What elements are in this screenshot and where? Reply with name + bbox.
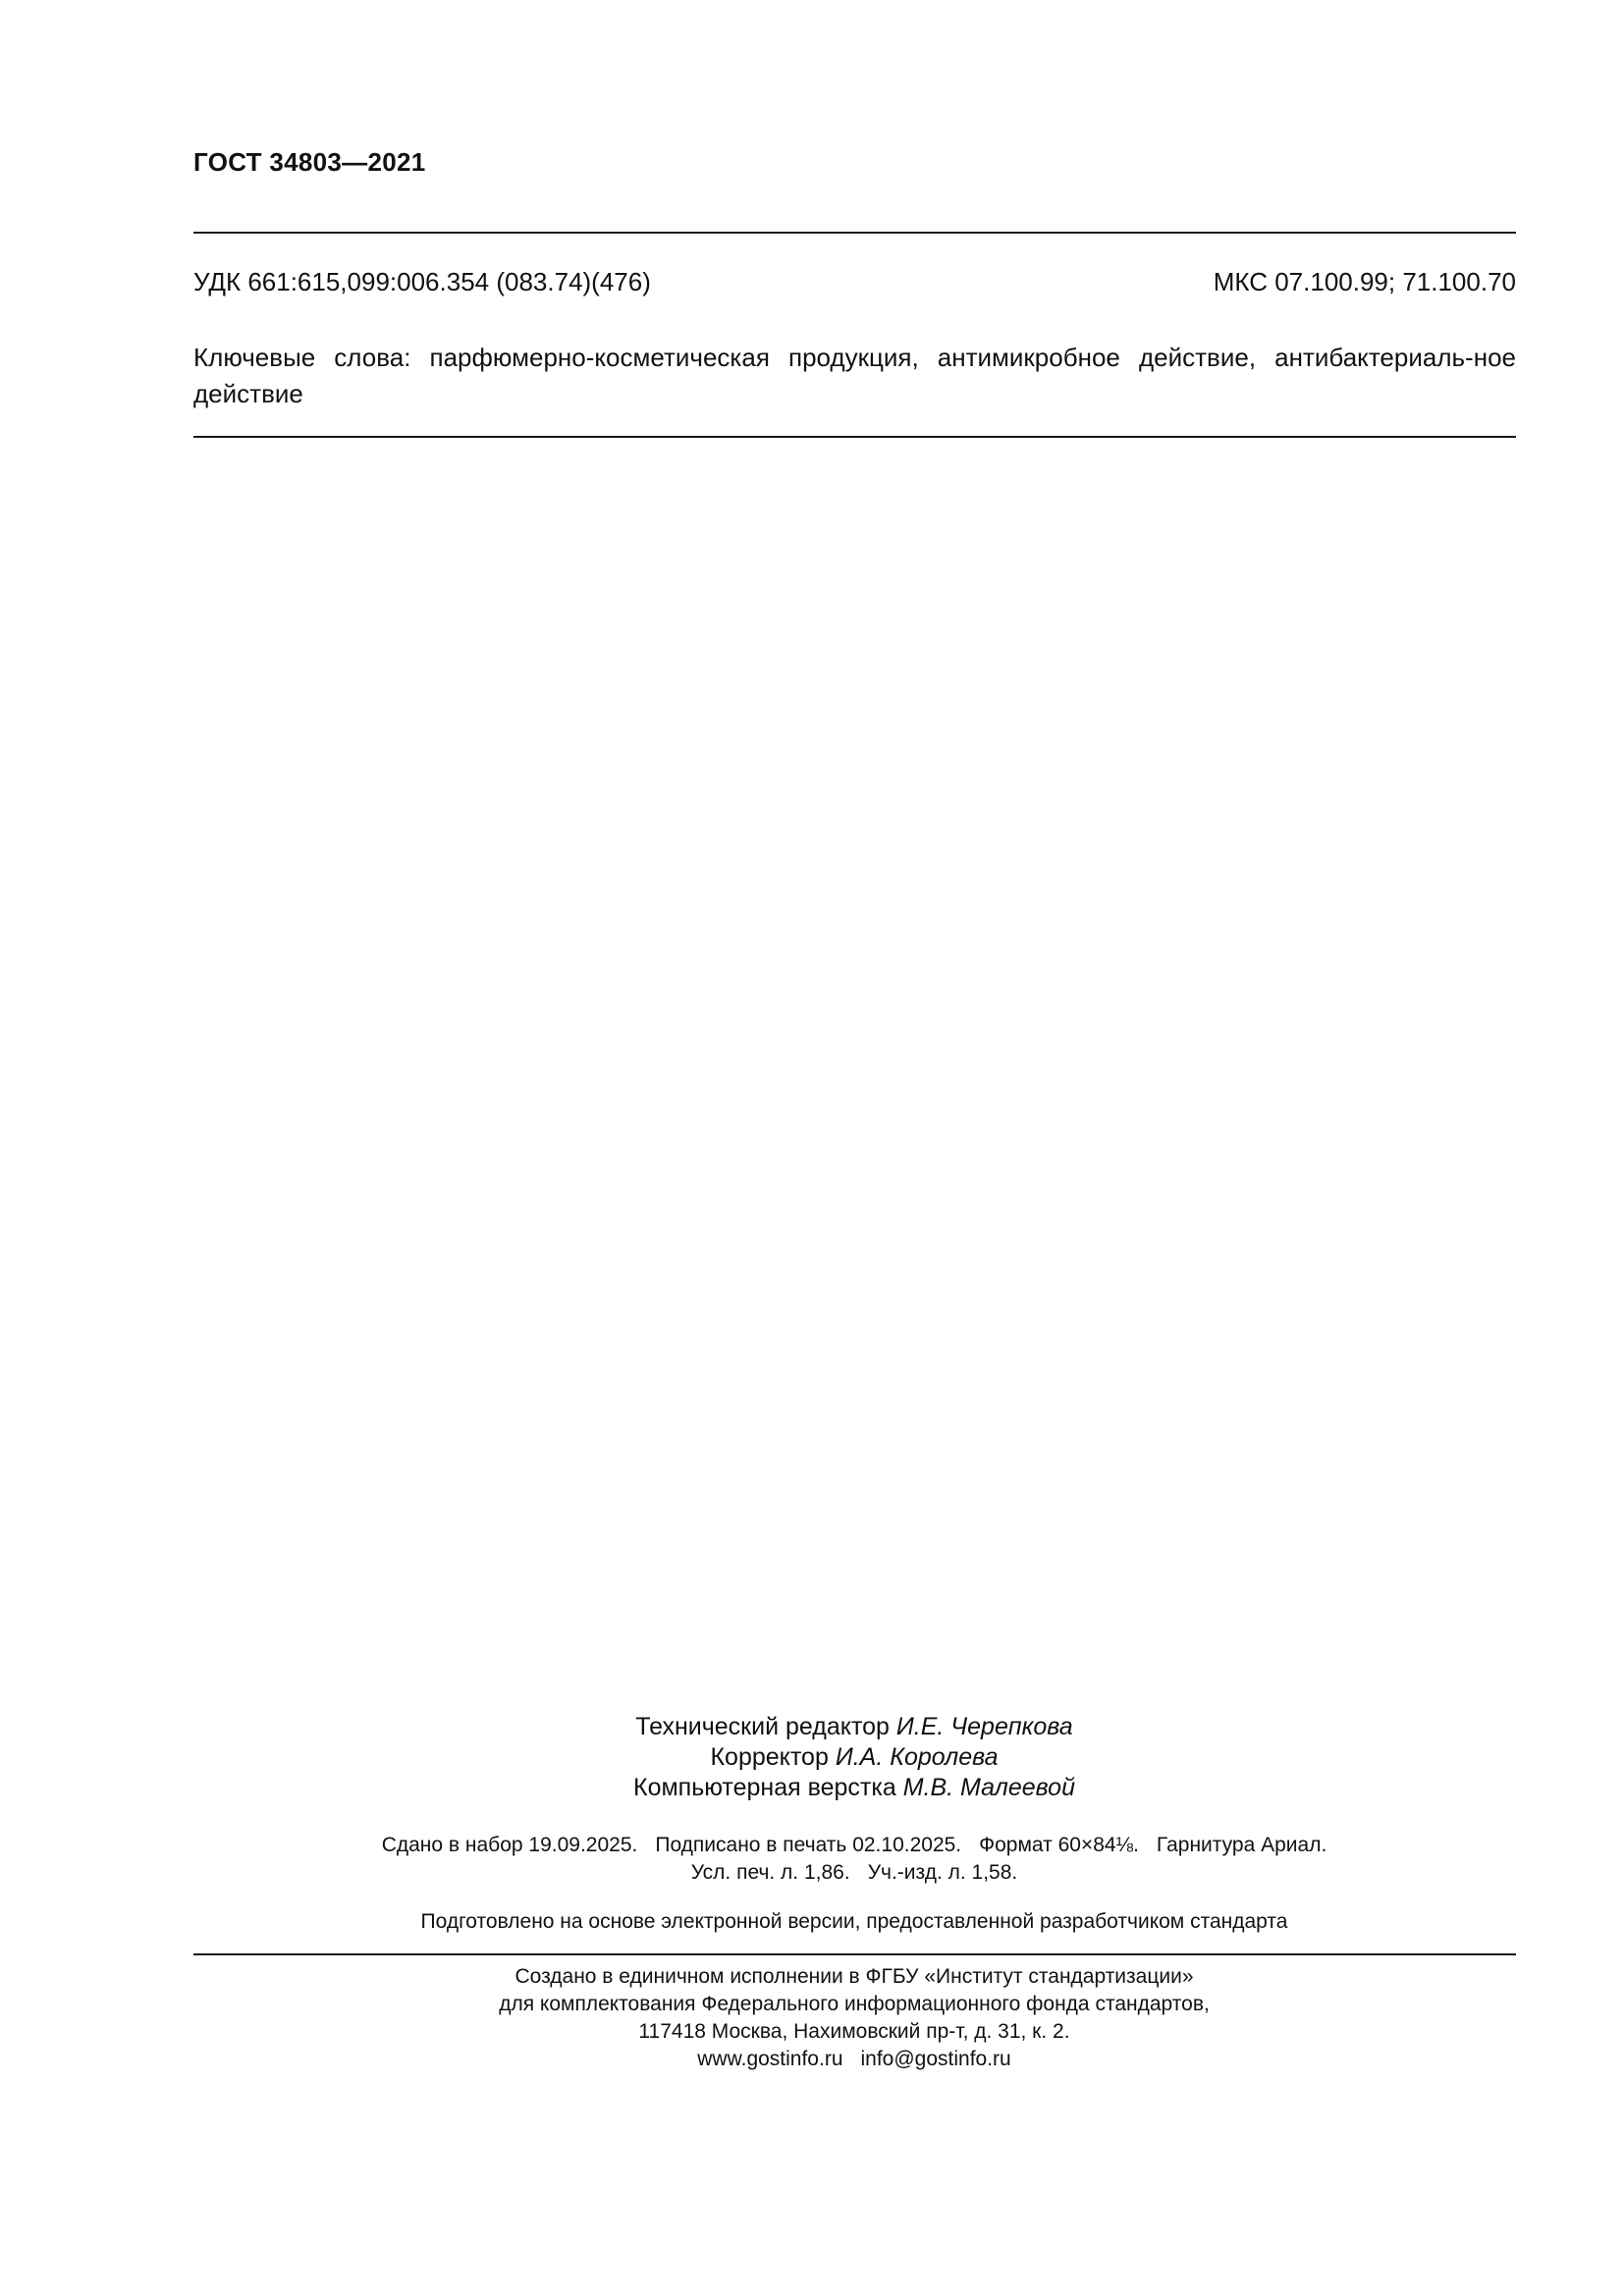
top-divider: [193, 232, 1516, 234]
website-link[interactable]: www.gostinfo.ru: [697, 2048, 843, 2070]
email-link[interactable]: info@gostinfo.ru: [860, 2048, 1011, 2070]
publisher-sheets: Уч.-изд. л. 1,58.: [867, 1861, 1018, 1884]
typeset-date: Сдано в набор 19.09.2025.: [381, 1834, 638, 1856]
publisher-info: [0, 1963, 1624, 2073]
tech-editor-label: Технический редактор: [635, 1713, 890, 1740]
tech-editor-name: И.Е. Черепкова: [895, 1713, 1073, 1740]
udk-code: УДК 661:615,099:006.354 (083.74)(476): [193, 267, 651, 296]
publisher-line-2: для комплектования Федерального информационного фонда стандартов,: [499, 1993, 1210, 2015]
layout-label: Компьютерная верстка: [633, 1774, 896, 1801]
keywords-paragraph: Ключевые слова: парфюмерно-косметическая продукция, антимикробное действие, антибактериаль-ное действие: [193, 343, 1516, 408]
proofreader-name: И.А. Королева: [835, 1743, 999, 1771]
imprint-line-1: [0, 1832, 1624, 1859]
print-imprint: [0, 1832, 1624, 1887]
typeface: Гарнитура Ариал.: [1156, 1834, 1327, 1856]
mks-code: МКС 07.100.99; 71.100.70: [1213, 267, 1516, 296]
keywords-divider: [193, 436, 1516, 438]
classifier-codes: [193, 267, 1516, 297]
publisher-address: 117418 Москва, Нахимовский пр-т, д. 31, к. 2.: [638, 2020, 1070, 2043]
document-number: ГОСТ 34803—2021: [193, 147, 426, 177]
editorial-credits: [0, 1712, 1624, 1803]
print-sheets: Усл. печ. л. 1,86.: [690, 1861, 850, 1884]
publisher-line-1: Создано в единичном исполнении в ФГБУ «Институт стандартизации»: [514, 1965, 1194, 1988]
paper-format: Формат 60×84⅛.: [979, 1834, 1139, 1856]
imprint-line-2: [0, 1859, 1624, 1887]
proofreader-line: [0, 1742, 1624, 1773]
publisher-contacts: [0, 2046, 1624, 2073]
footer-divider: [193, 1953, 1516, 1955]
proofreader-label: Корректор: [710, 1743, 829, 1771]
tech-editor-line: [0, 1712, 1624, 1742]
layout-name: М.В. Малеевой: [902, 1774, 1075, 1801]
signed-date: Подписано в печать 02.10.2025.: [655, 1834, 962, 1856]
prepared-note: Подготовлено на основе электронной версии, предоставленной разработчиком стандарта: [420, 1910, 1288, 1933]
layout-line: [0, 1773, 1624, 1803]
